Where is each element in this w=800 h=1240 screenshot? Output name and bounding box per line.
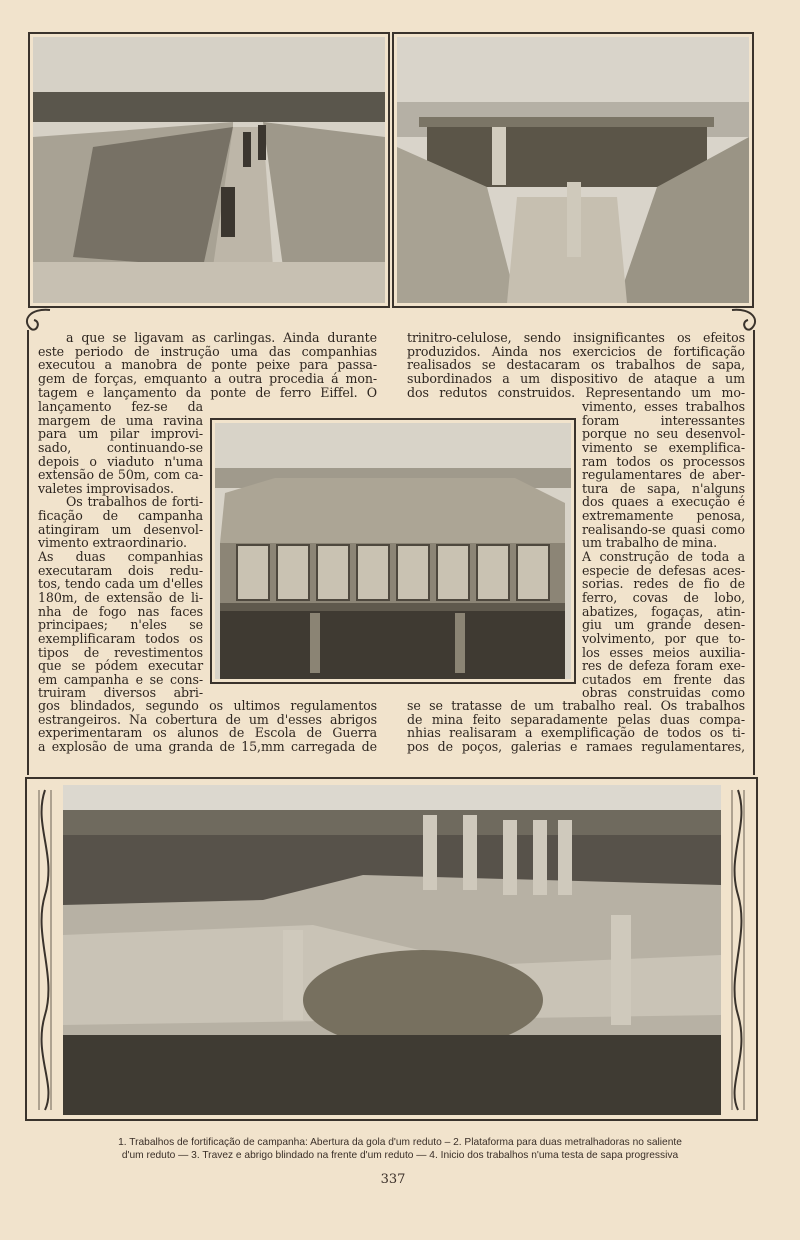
text-line: experimentaram os alunos de Escola de Guerra (38, 725, 377, 741)
text-line: ferro, covas de lobo, (582, 589, 745, 605)
text-line: executaram dois redu- (38, 562, 203, 578)
column-rule-left (27, 355, 29, 775)
text-line: 180m, de extensão de li- (38, 589, 203, 605)
text-line: abatizes, fogaças, atin- (582, 603, 745, 619)
text-line: ficação de campanha (38, 508, 203, 524)
text-line: subordinados a um dispositivo de ataque a um (407, 370, 745, 386)
text-line: lançamento fez-se da (38, 399, 203, 414)
text-line: estrangeiros. Na cobertura de um d'esses abrigos (38, 711, 377, 727)
text-line: de mina feito separadamente pelas duas compa- (407, 711, 745, 727)
caption-line-2: d'um reduto — 3. Travez e abrigo blindado na frente d'um reduto — 4. Inicio dos trabalhos n'uma testa de sapa progressiva (121, 1149, 679, 1161)
text-line: nhias realisaram a exemplificação de todos os ti- (407, 725, 745, 741)
text-line: realisando-se quasi como (582, 521, 745, 537)
text-line: margem de uma ravina (38, 412, 203, 428)
text-line: para um pilar improvi- (38, 426, 203, 442)
text-line: se se tratasse de um trabalho real. Os trabalhos (407, 698, 745, 713)
text-line: sado, continuando-se (38, 439, 203, 455)
photo-1-redoubt-trench (28, 32, 390, 308)
ornamental-border-left-icon (31, 785, 59, 1115)
photo-2-machine-gun-platform (392, 32, 754, 308)
figure-caption (30, 1137, 770, 1162)
text-line: A construção de toda a (582, 549, 745, 565)
text-line: atingiram um desenvol- (38, 521, 203, 537)
text-line: um trabalho de mina. (582, 535, 718, 551)
caption-line-1: 1. Trabalhos de fortificação de campanha: Abertura da gola d'um reduto – 2. Plataforma para duas metralhadoras no saliente (118, 1137, 682, 1148)
photo-platform-image (397, 37, 749, 303)
text-line: foram interessantes (582, 412, 745, 428)
text-line: vimento extraordinario. (38, 535, 187, 551)
text-line: extensão de 50m, com ca- (38, 467, 203, 483)
text-line: gos blindados, segundo os ultimos regulamentos (38, 698, 377, 713)
column-rule-right (753, 355, 755, 775)
text-line: executou a manobra de ponte peixe para passa- (38, 357, 377, 373)
ornamental-border-right-icon (724, 785, 752, 1115)
photo-3-blindage-shelter (210, 418, 576, 684)
text-line: dos redutos construidos. Representando um mo- (407, 384, 745, 400)
text-line: res de defeza foram exe- (582, 658, 745, 674)
text-line: realisados se destacaram os trabalhos de sapa, (407, 357, 745, 373)
text-line: truiram diversos abri- (38, 685, 203, 701)
text-line: principaes; n'eles se (38, 617, 203, 633)
text-line: este periodo de instrução uma das companhias (38, 343, 377, 359)
text-line: tipos de revestimentos (38, 644, 203, 660)
article-right-top (407, 331, 745, 399)
text-line: a que se ligavam as carlingas. Ainda durante (66, 330, 377, 345)
text-line: extremamente penosa, (582, 508, 745, 524)
text-line: tura de sapa, n'alguns (582, 480, 745, 496)
text-line: volvimento, por que to- (582, 630, 745, 646)
text-line: tagem e lançamento da ponte de ferro Eiffel. O (38, 384, 377, 400)
text-line: vimento se exemplifica- (582, 439, 745, 455)
text-line: As duas companhias (38, 549, 203, 565)
text-line: obras construidas como (582, 685, 745, 701)
text-line: que se pódem executar (38, 658, 203, 674)
text-line: trinitro-celulose, sendo insignificantes os efeitos (407, 330, 745, 345)
photo-sap-trench-image (63, 785, 721, 1115)
text-line: Os trabalhos de forti- (66, 494, 203, 510)
photo-trench-image (33, 37, 385, 303)
text-line: sorias. redes de fio de (582, 576, 745, 592)
text-line: ram todos os processos (582, 453, 745, 469)
page-number: 337 (380, 1172, 406, 1187)
article-left-top (38, 331, 377, 399)
text-line: a explosão de uma granda de 15,mm carregada de (38, 738, 377, 754)
text-line: produzidos. Ainda nos exercicios de fortificação (407, 343, 745, 359)
text-line: porque no seu desenvol- (582, 426, 745, 442)
article-left-narrow (38, 400, 203, 700)
text-line: pos de poços, galerias e ramaes regulamentares, (407, 738, 745, 754)
text-line: gem de forças, emquanto a outra procedia á mon- (38, 370, 377, 386)
photo-shelter-image (215, 423, 571, 679)
article-right-bottom (407, 699, 745, 754)
text-line: nha de fogo nas faces (38, 603, 203, 619)
text-line: giu um grande desen- (582, 617, 745, 633)
text-line: regulamentares de aber- (582, 467, 745, 483)
photo-4-sap-works-frame (25, 777, 758, 1121)
text-line: los esses meios auxilia- (582, 644, 745, 660)
text-line: em campanha e se cons- (38, 671, 203, 687)
text-line: dos quaes a execução é (582, 494, 745, 510)
article-left-bottom (38, 699, 377, 754)
text-line: exemplificaram todos os (38, 630, 203, 646)
text-line: tos, tendo cada um d'elles (38, 576, 203, 592)
text-line: valetes improvisados. (38, 480, 174, 496)
text-line: depois o viaduto n'uma (38, 453, 203, 469)
text-line: vimento, esses trabalhos (582, 399, 745, 414)
text-line: especie de defesas aces- (582, 562, 745, 578)
article-right-narrow (582, 400, 745, 700)
text-line: cutados em frente das (582, 671, 745, 687)
